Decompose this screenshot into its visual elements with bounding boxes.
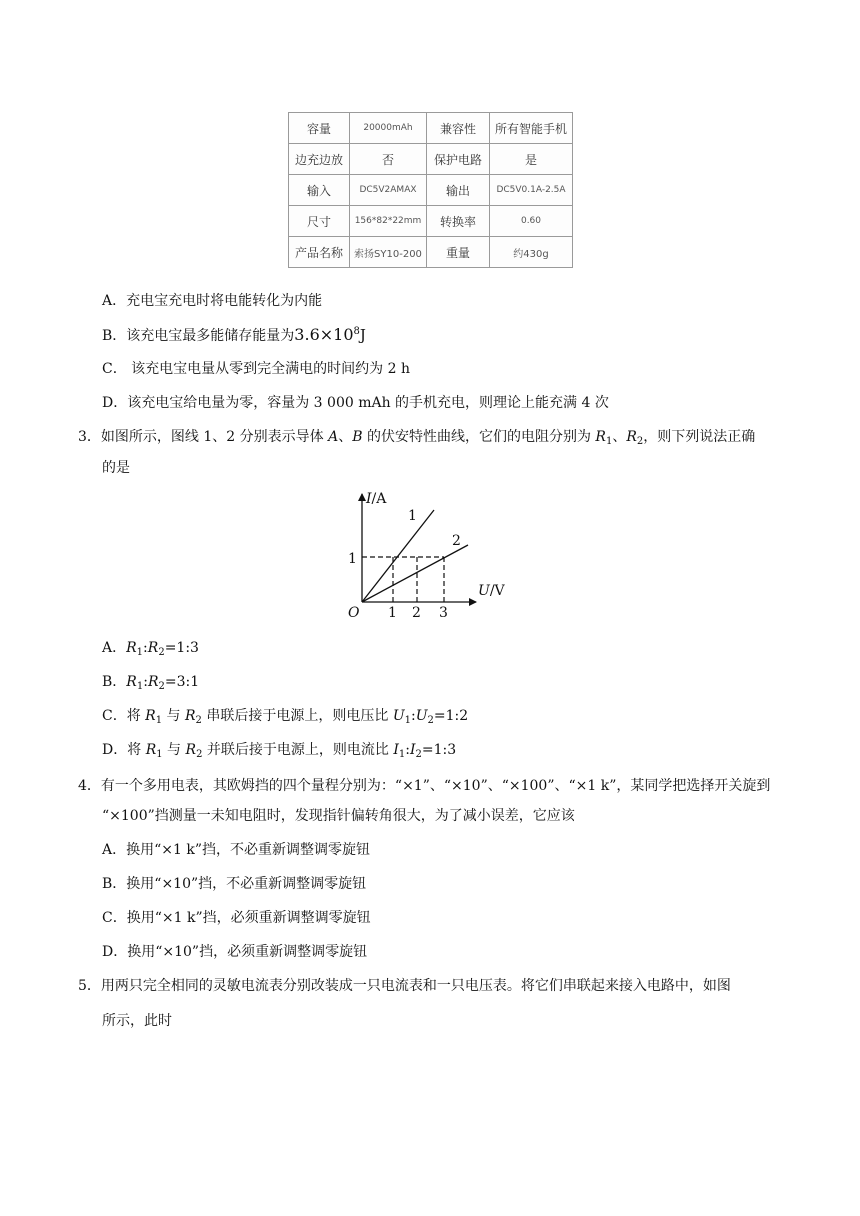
- subscript: 2: [195, 715, 202, 726]
- conductor-b: B: [352, 429, 363, 445]
- x-tick-label: 3: [439, 605, 448, 620]
- q2-option-b: [102, 325, 366, 346]
- table-cell: 156*82*22mm: [350, 206, 427, 237]
- iv-characteristic-graph: [340, 488, 520, 620]
- q2-option-d: D．该充电宝给电量为零，容量为 3 000 mAh 的手机充电，则理论上能充满 4 次: [102, 395, 609, 411]
- x-tick-label: 1: [388, 605, 397, 620]
- series-line-1: [362, 510, 434, 602]
- table-cell: 否: [350, 144, 427, 175]
- table-cell: 索扬SY10-200: [350, 237, 427, 268]
- stem-text: 的伏安特性曲线，它们的电阻分别为: [362, 429, 596, 445]
- separator: 、: [612, 429, 627, 445]
- option-text: =1:3: [421, 742, 457, 758]
- subscript: 1: [136, 681, 144, 692]
- option-text: 串联后接于电源上，则电压比: [201, 708, 393, 724]
- question-number: 3．: [78, 429, 101, 445]
- stem-text: ，则下列说法正确: [643, 429, 756, 445]
- symbol-r: R: [126, 640, 137, 656]
- q4-option-b: B．换用“×10”挡，不必重新调整调零旋钮: [102, 876, 367, 892]
- table-cell: 边充边放: [289, 144, 350, 175]
- colon: :: [411, 708, 416, 724]
- subscript: 2: [158, 681, 165, 692]
- symbol-r: R: [185, 742, 197, 758]
- option-prefix: B．: [102, 674, 127, 690]
- symbol-r: R: [147, 640, 159, 656]
- subscript: 2: [415, 749, 422, 760]
- option-prefix: C．将: [102, 708, 146, 724]
- q4-option-a: A．换用“×1 k”挡，不必重新调整调零旋钮: [102, 842, 370, 858]
- symbol-u: U: [392, 708, 405, 724]
- table-cell: 兼容性: [427, 113, 490, 144]
- subscript: 1: [156, 749, 163, 760]
- origin-label: O: [348, 605, 360, 620]
- option-prefix: A．: [102, 640, 127, 656]
- series-line-2: [362, 545, 468, 602]
- subscript: 1: [404, 715, 412, 726]
- q3-option-a: [102, 638, 199, 658]
- option-text: B．该充电宝最多能储存能量为: [102, 328, 295, 344]
- q4-stem-line-2: “×100”挡测量一未知电阻时，发现指针偏转角很大，为了减小误差，它应该: [102, 808, 575, 824]
- line-1-label: 1: [408, 508, 417, 524]
- q2-option-c: C． 该充电宝电量从零到完全满电的时间约为 2 h: [102, 361, 410, 377]
- table-row: [289, 144, 573, 175]
- table-cell: 输入: [289, 175, 350, 206]
- table-cell: 尺寸: [289, 206, 350, 237]
- table-cell: 20000mAh: [350, 113, 427, 144]
- q3-option-b: [102, 672, 199, 692]
- option-prefix: D．将: [102, 742, 146, 758]
- table-cell: 0.60: [490, 206, 573, 237]
- table-cell: 保护电路: [427, 144, 490, 175]
- option-text: =3:1: [164, 674, 200, 690]
- symbol-r: R: [145, 742, 157, 758]
- symbol-r: R: [595, 429, 606, 445]
- line-2-label: 2: [452, 533, 461, 549]
- energy-unit: J: [359, 326, 366, 344]
- table-cell: 所有智能手机: [490, 113, 573, 144]
- q2-option-a: A．充电宝充电时将电能转化为内能: [102, 293, 323, 309]
- subscript: 2: [636, 436, 644, 447]
- option-text: 并联后接于电源上，则电流比: [202, 742, 394, 758]
- option-text: =1:2: [433, 708, 469, 724]
- table-cell: 是: [490, 144, 573, 175]
- subscript: 2: [196, 749, 203, 760]
- subscript: 1: [605, 436, 613, 447]
- q4-stem-line-1: [78, 776, 770, 796]
- symbol-r: R: [145, 708, 156, 724]
- table-cell: 约430g: [490, 237, 573, 268]
- subscript: 2: [427, 715, 434, 726]
- q3-stem-line-1: [78, 427, 755, 447]
- colon: :: [143, 640, 148, 656]
- table-cell: 容量: [289, 113, 350, 144]
- exponent: 8: [353, 326, 360, 337]
- stem-text: 有一个多用电表，其欧姆挡的四个量程分别为：“×1”、“×10”、“×100”、“×1 k”，某同学把选择开关旋到: [100, 778, 771, 794]
- symbol-r: R: [626, 429, 637, 445]
- power-bank-spec-table: [288, 112, 573, 268]
- table-cell: 输出: [427, 175, 490, 206]
- symbol-i: I: [409, 742, 416, 758]
- q5-stem-line-1: [78, 976, 731, 996]
- option-text: 与: [162, 742, 186, 758]
- stem-text: 用两只完全相同的灵敏电流表分别改装成一只电流表和一只电压表。将它们串联起来接入电路中，如图: [100, 978, 731, 994]
- y-axis-label: I/A: [366, 491, 387, 507]
- q4-option-c: C．换用“×1 k”挡，必须重新调整调零旋钮: [102, 910, 371, 926]
- table-cell: 转换率: [427, 206, 490, 237]
- table-row: [289, 206, 573, 237]
- colon: :: [143, 674, 148, 690]
- symbol-r: R: [185, 708, 196, 724]
- symbol-i: I: [393, 742, 399, 758]
- energy-value: 3.6×10: [294, 325, 354, 344]
- table-row: [289, 113, 573, 144]
- separator: 、: [338, 429, 353, 445]
- table-cell: DC5V0.1A-2.5A: [490, 175, 573, 206]
- conductor-a: A: [328, 429, 339, 445]
- q3-stem-line-2: 的是: [102, 460, 130, 476]
- subscript: 1: [155, 715, 163, 726]
- symbol-r: R: [147, 674, 159, 690]
- subscript: 1: [398, 749, 406, 760]
- colon: :: [405, 742, 410, 758]
- table-cell: 产品名称: [289, 237, 350, 268]
- q5-stem-line-2: 所示，此时: [102, 1013, 172, 1029]
- q4-option-d: D．换用“×10”挡，必须重新调整调零旋钮: [102, 944, 368, 960]
- x-axis-label: U/V: [478, 583, 505, 599]
- option-text: 与: [162, 708, 185, 724]
- stem-text: 如图所示，图线 1、2 分别表示导体: [100, 429, 329, 445]
- y-tick-label: 1: [348, 551, 357, 567]
- symbol-u: U: [415, 708, 428, 724]
- question-number: 4．: [78, 778, 101, 794]
- symbol-r: R: [126, 674, 137, 690]
- table-row: [289, 237, 573, 268]
- table-cell: 重量: [427, 237, 490, 268]
- option-text: =1:3: [164, 640, 199, 656]
- table-cell: DC5V2AMAX: [350, 175, 427, 206]
- subscript: 1: [136, 647, 144, 658]
- q3-option-c: [102, 706, 468, 726]
- q3-option-d: [102, 740, 456, 760]
- question-number: 5．: [78, 978, 101, 994]
- x-tick-label: 2: [412, 605, 421, 620]
- subscript: 2: [158, 647, 165, 658]
- table-row: [289, 175, 573, 206]
